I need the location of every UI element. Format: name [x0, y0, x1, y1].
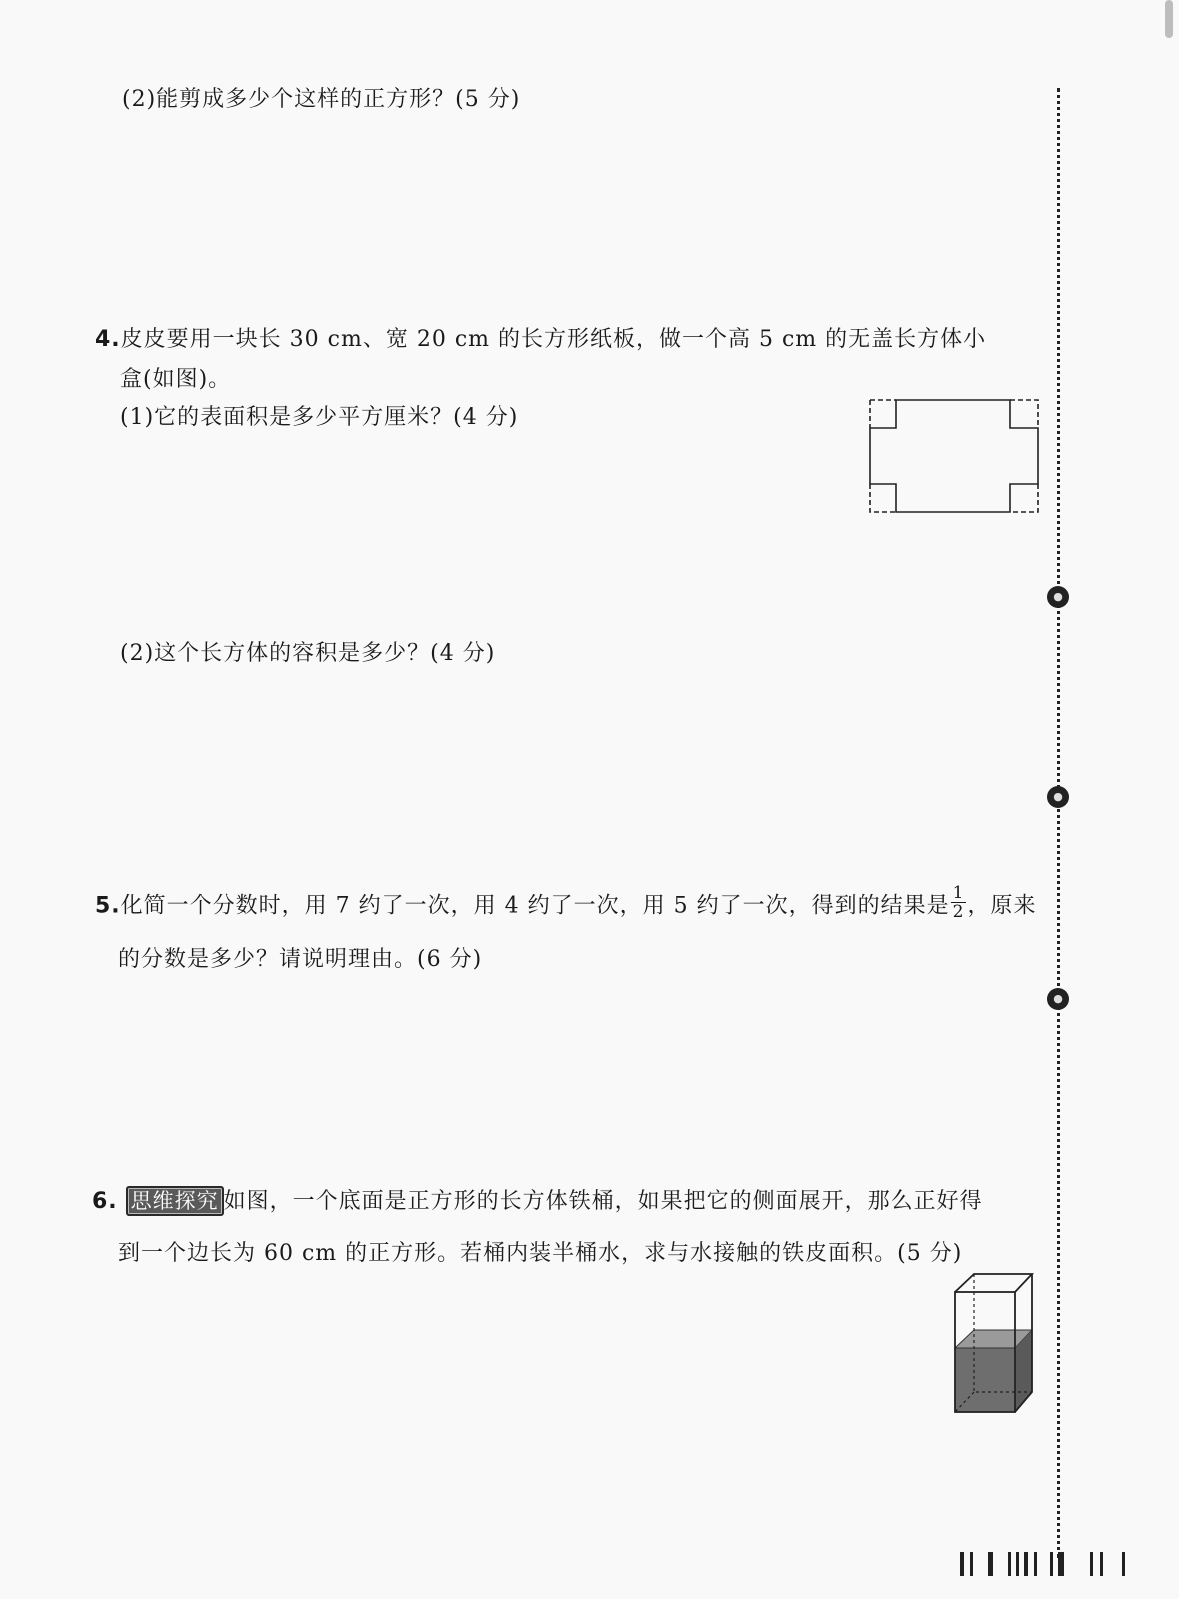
q6-number: 6. — [92, 1189, 118, 1214]
q4-part1: (1)它的表面积是多少平方厘米？(4 分) — [120, 405, 519, 430]
cardboard-figure — [868, 398, 1040, 514]
bucket-figure — [952, 1272, 1036, 1414]
q6-text-line1: 如图，一个底面是正方形的长方体铁桶，如果把它的侧面展开，那么正好得 — [223, 1189, 983, 1214]
q4-line1 — [95, 322, 986, 353]
q3-part2: (2)能剪成多少个这样的正方形？(5 分) — [122, 87, 521, 112]
binding-marker-top: ● — [1047, 586, 1069, 608]
page-barcode-marks — [900, 1550, 1150, 1580]
fraction-denominator: 2 — [952, 902, 965, 922]
scrollbar-thumb[interactable] — [1165, 0, 1173, 38]
q4-text-line1: 皮皮要用一块长 30 cm、宽 20 cm 的长方形纸板，做一个高 5 cm 的无盖长方体小 — [120, 327, 987, 352]
binding-marker-bottom: ● — [1047, 988, 1069, 1010]
q5-line1 — [95, 883, 1037, 925]
q6-line1 — [92, 1184, 983, 1216]
q5-number: 5. — [95, 893, 121, 919]
q4-part2: (2)这个长方体的容积是多少？(4 分) — [120, 641, 496, 666]
q6-line2: 到一个边长为 60 cm 的正方形。若桶内装半桶水，求与水接触的铁皮面积。(5 分) — [118, 1241, 963, 1266]
q4-number: 4. — [95, 327, 121, 352]
binding-marker-middle: ● — [1047, 786, 1069, 808]
q5-text-before: 化简一个分数时，用 7 约了一次，用 4 约了一次，用 5 约了一次，得到的结果是 — [120, 893, 950, 919]
q5-line2: 的分数是多少？请说明理由。(6 分) — [118, 947, 483, 972]
fraction-numerator: 1 — [952, 883, 965, 903]
binding-cut-line — [1057, 88, 1060, 1558]
thinking-explore-badge: 思维探究 — [126, 1186, 224, 1216]
q5-text-after: ，原来 — [967, 893, 1037, 919]
fraction-one-half — [951, 884, 967, 921]
q4-line2: 盒(如图)。 — [120, 367, 232, 392]
